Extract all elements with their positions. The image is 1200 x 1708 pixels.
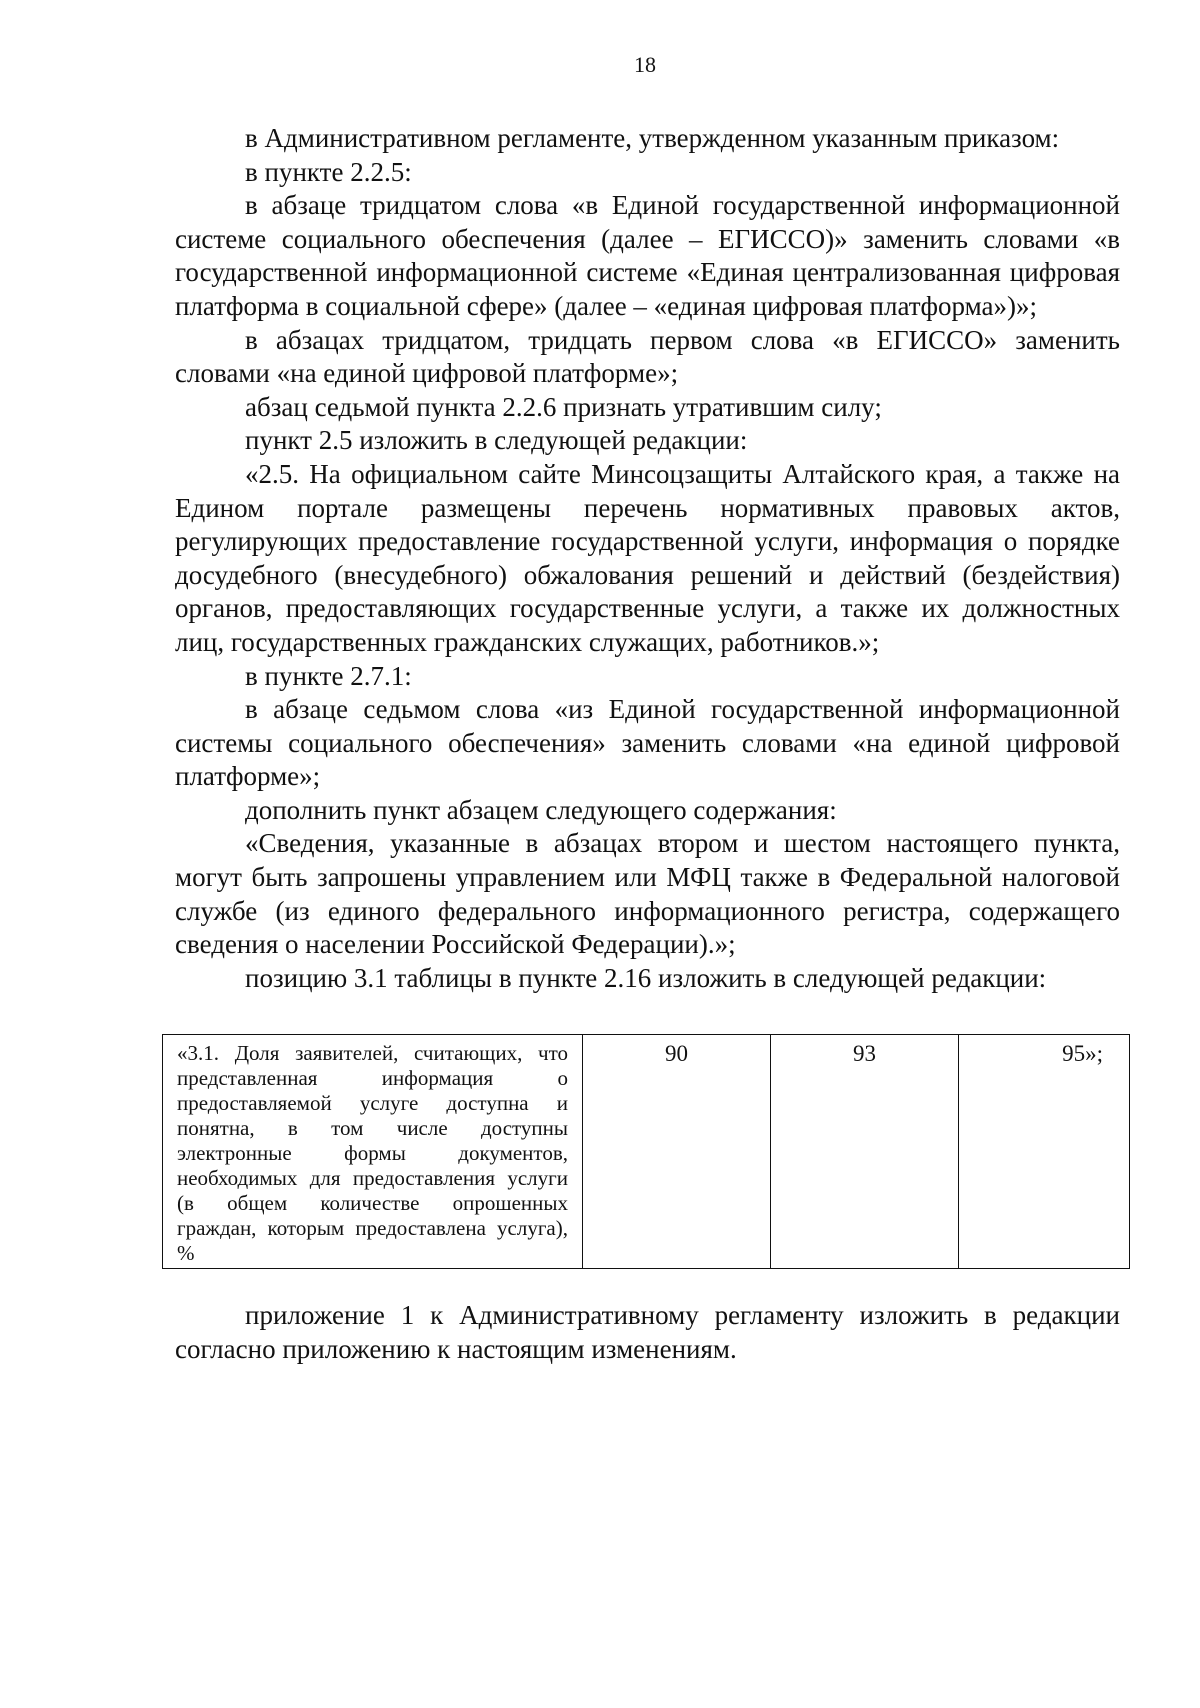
paragraph-abzac-7: в абзаце седьмом слова «из Единой государственной информационной системы социального обеспечения» заменить словами «на единой цифровой платформе»; [175, 694, 1120, 792]
table-row [163, 1035, 1130, 1269]
paragraph-table-position: позицию 3.1 таблицы в пункте 2.16 изложить в следующей редакции: [245, 962, 1047, 993]
indicator-value-3-cell: 95»; [959, 1035, 1130, 1269]
indicator-value-2-cell: 93 [771, 1035, 959, 1269]
paragraph-abzac-30-31: в абзацах тридцатом, тридцать первом слова «в ЕГИССО» заменить словами «на единой цифровой платформе»; [175, 324, 1120, 389]
indicator-value-1-cell: 90 [583, 1035, 771, 1269]
amendment-text [175, 122, 1120, 995]
indicator-table [162, 1034, 1130, 1269]
paragraph-clause-2-2-6: абзац седьмой пункта 2.2.6 признать утратившим силу; [245, 391, 882, 422]
paragraph-regulation-intro: в Административном регламенте, утвержденном указанным приказом: [245, 123, 1060, 153]
paragraph-clause-2-5-text: «2.5. На официальном сайте Минсоцзащиты Алтайского края, а также на Едином портале размещены перечень нормативных правовых актов, регулирующих предоставление государственной услуги, информация о порядке досудебного (внесудебного) обжалования решений и действий (бездействия) органов, предоставляющих государственные услуги, а также их должностных лиц, государственных гражданских служащих, работников.»; [175, 458, 1120, 657]
indicator-label-cell: «3.1. Доля заявителей, считающих, что представленная информация о предоставляемой услуге доступна и понятна, в том числе доступны электронные формы документов, необходимых для предоставления услуги (в общем количестве опрошенных граждан, которым предоставлена услуга), % [163, 1035, 583, 1269]
paragraph-supplement: дополнить пункт абзацем следующего содержания: [245, 794, 837, 825]
closing-text [175, 1298, 1120, 1366]
paragraph-appendix: приложение 1 к Административному регламенту изложить в редакции согласно приложению к настоящим изменениям. [175, 1300, 1120, 1364]
paragraph-clause-2-7-1: в пункте 2.7.1: [245, 660, 412, 691]
page-number: 18 [634, 52, 656, 77]
paragraph-supplement-text: «Сведения, указанные в абзацах втором и шестом настоящего пункта, могут быть запрошены управлением или МФЦ также в Федеральной налоговой службе (из единого федерального информационного регистра, содержащего сведения о населении Российской Федерации).»; [175, 828, 1120, 960]
paragraph-clause-2-5: пункт 2.5 изложить в следующей редакции: [245, 425, 748, 456]
paragraph-clause-2-2-5: в пункте 2.2.5: [245, 156, 412, 187]
paragraph-abzac-30: в абзаце тридцатом слова «в Единой государственной информационной системе социального обеспечения (далее – ЕГИССО)» заменить словами «в государственной информационной системе «Единая централизованная цифровая платформа в социальной сфере» (далее – «единая цифровая платформа»)»; [175, 190, 1120, 321]
